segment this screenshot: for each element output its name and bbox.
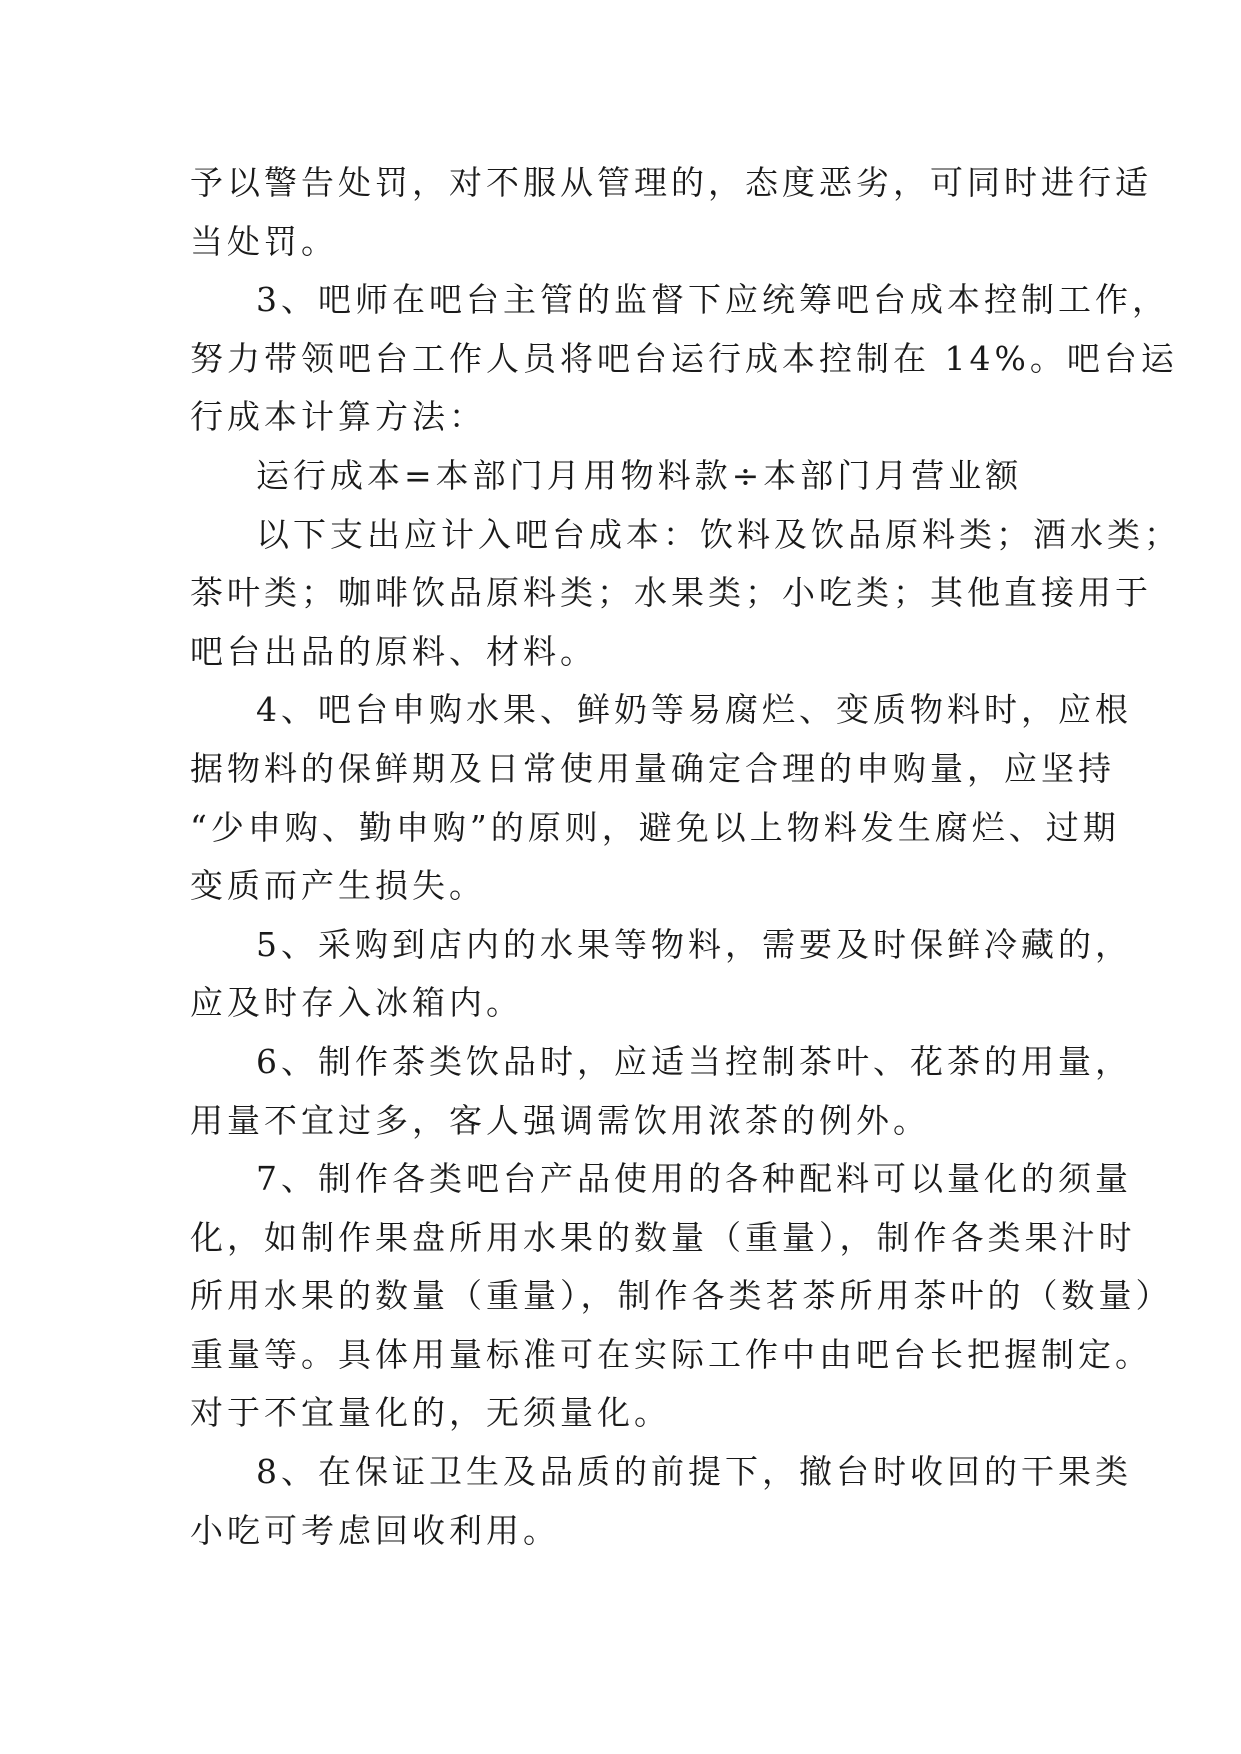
text-line: 对于不宜量化的，无须量化。 — [190, 1393, 671, 1433]
formula-line: 运行成本=本部门月用物料款÷本部门月营业额 — [256, 455, 1023, 495]
paragraph-7-line: 7、制作各类吧台产品使用的各种配料可以量化的须量 — [256, 1159, 1132, 1199]
cost-items-line: 以下支出应计入吧台成本：饮料及饮品原料类；酒水类； — [256, 514, 1181, 554]
text-line: “少申购、勤申购”的原则，避免以上物料发生腐烂、过期 — [190, 807, 1120, 847]
text-line: 重量等。具体用量标准可在实际工作中由吧台长把握制定。 — [190, 1334, 1152, 1374]
paragraph-3-line: 3、吧师在吧台主管的监督下应统筹吧台成本控制工作， — [256, 280, 1169, 320]
text-line: 行成本计算方法： — [190, 397, 486, 437]
paragraph-8-line: 8、在保证卫生及品质的前提下，撤台时收回的干果类 — [256, 1452, 1132, 1492]
text-line: 努力带领吧台工作人员将吧台运行成本控制在 14%。吧台运 — [190, 338, 1178, 378]
text-line: 当处罚。 — [190, 221, 338, 261]
text-line: 予以警告处罚，对不服从管理的，态度恶劣，可同时进行适 — [190, 163, 1152, 202]
paragraph-4-line: 4、吧台申购水果、鲜奶等易腐烂、变质物料时，应根 — [256, 690, 1132, 730]
text-line: 化，如制作果盘所用水果的数量（重量），制作各类果汁时 — [190, 1217, 1136, 1257]
text-line: 茶叶类；咖啡饮品原料类；水果类；小吃类；其他直接用于 — [190, 573, 1152, 613]
paragraph-5-line: 5、采购到店内的水果等物料，需要及时保鲜冷藏的， — [256, 924, 1132, 964]
text-line: 应及时存入冰箱内。 — [190, 983, 523, 1023]
document-body — [190, 154, 1181, 1560]
text-line: 小吃可考虑回收利用。 — [190, 1510, 560, 1550]
paragraph-6-line: 6、制作茶类饮品时，应适当控制茶叶、花茶的用量， — [256, 1041, 1132, 1081]
text-line: 变质而产生损失。 — [190, 866, 486, 906]
text-line: 据物料的保鲜期及日常使用量确定合理的申购量，应坚持 — [190, 748, 1115, 788]
text-line: 所用水果的数量（重量），制作各类茗茶所用茶叶的（数量） — [190, 1276, 1173, 1316]
text-line: 吧台出品的原料、材料。 — [190, 631, 597, 671]
text-line: 用量不宜过多，客人强调需饮用浓茶的例外。 — [190, 1100, 930, 1140]
